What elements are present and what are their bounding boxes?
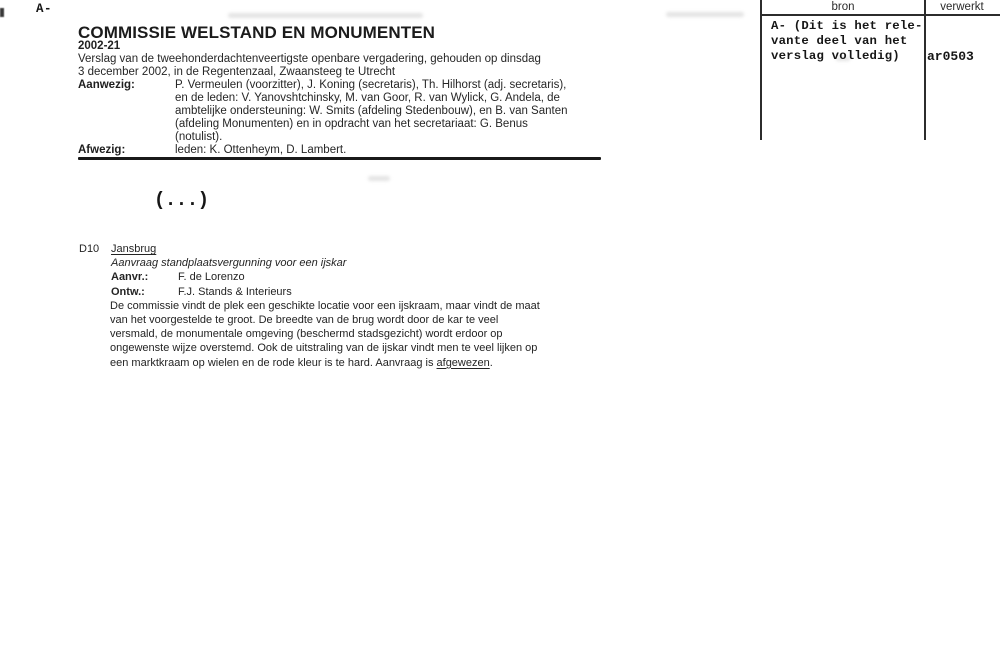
absent-lines bbox=[175, 144, 346, 157]
applicant-label: Aanvr.: bbox=[111, 271, 149, 284]
attendance-line: (notulist). bbox=[175, 130, 223, 143]
document-number: 2002-21 bbox=[78, 40, 121, 52]
attendance-line: leden: K. Ottenheym, D. Lambert. bbox=[175, 143, 347, 156]
agenda-subtitle: Aanvraag standplaatsvergunning voor een ijskar bbox=[111, 257, 347, 270]
agenda-title-row bbox=[79, 242, 540, 256]
stamp-table-left-border bbox=[760, 0, 762, 140]
intro-line: 3 december 2002, in de Regentenzaal, Zwaansteeg te Utrecht bbox=[78, 65, 396, 78]
body-last-suffix: . bbox=[489, 356, 493, 369]
designer-value: F.J. Stands & Interieurs bbox=[178, 285, 292, 298]
designer-row bbox=[111, 285, 540, 299]
attendance-line: P. Vermeulen (voorzitter), J. Koning (secretaris), Th. Hilhorst (adj. secretaris), bbox=[175, 78, 567, 91]
corner-mark: A- bbox=[36, 2, 53, 16]
intro-block bbox=[78, 53, 541, 79]
absent-row bbox=[78, 144, 568, 157]
stamp-table-header-rule bbox=[760, 14, 1000, 16]
attendance-line: en de leden: V. Yanovshtchinsky, M. van Goor, R. van Wylick, G. Andela, de bbox=[175, 91, 560, 104]
body-last-line bbox=[110, 356, 540, 370]
body-line: De commissie vindt de plek een geschikte locatie voor een ijskraam, maar vindt de maat bbox=[110, 299, 540, 312]
body-line: versmald, de monumentale omgeving (beschermd stadsgezicht) wordt erdoor op bbox=[110, 328, 503, 341]
body-line: van het voorgestelde te groot. De breedte van de brug wordt door de kar te veel bbox=[110, 314, 499, 327]
attendance-block bbox=[78, 79, 568, 157]
stamp-table-header-bron: bron bbox=[831, 0, 855, 13]
attendance-line: ambtelijke ondersteuning: W. Smits (afdeling Stedenbouw), en B. van Santen bbox=[175, 104, 568, 117]
verwerkt-value: ar0503 bbox=[927, 49, 974, 64]
body-last-prefix: een marktkraam op wielen en de rode kleur is te hard. Aanvraag is bbox=[110, 356, 437, 369]
scan-artifact bbox=[666, 12, 744, 17]
stamp-table-column-divider bbox=[924, 0, 926, 140]
scan-artifact bbox=[368, 176, 390, 181]
applicant-row bbox=[111, 270, 540, 284]
body-line: ongewenste wijze overstemd. Ook de uitstraling van de ijskar vindt men te veel lijken op bbox=[110, 342, 538, 355]
present-lines bbox=[175, 79, 568, 144]
designer-label: Ontw.: bbox=[111, 285, 145, 298]
agenda-code: D10 bbox=[79, 243, 100, 255]
stamp-table-header-verwerkt: verwerkt bbox=[940, 0, 984, 13]
scan-artifact bbox=[0, 8, 4, 17]
omission-mark: (...) bbox=[154, 189, 209, 211]
agenda-item-d10 bbox=[79, 242, 540, 370]
agenda-title: Jansbrug bbox=[111, 243, 157, 255]
scan-artifact bbox=[228, 13, 423, 18]
bron-note-line: vante deel van het bbox=[771, 34, 908, 49]
decision-word: afgewezen bbox=[436, 356, 490, 369]
present-label: Aanwezig: bbox=[78, 78, 135, 91]
bron-note-line: A- (Dit is het rele- bbox=[771, 19, 923, 33]
bron-note-line: verslag volledig) bbox=[771, 49, 900, 64]
agenda-body bbox=[110, 299, 540, 370]
absent-label: Afwezig: bbox=[78, 143, 126, 156]
attendance-line: (afdeling Monumenten) en in opdracht van het secretariaat: G. Benus bbox=[175, 117, 528, 130]
separator-rule bbox=[78, 157, 601, 160]
applicant-value: F. de Lorenzo bbox=[178, 271, 245, 284]
bron-note bbox=[771, 19, 923, 65]
present-row bbox=[78, 79, 568, 144]
intro-line: Verslag van de tweehonderdachtenveertigste openbare vergadering, gehouden op dinsdag bbox=[78, 52, 541, 65]
document-title: COMMISSIE WELSTAND EN MONUMENTEN bbox=[78, 23, 436, 42]
